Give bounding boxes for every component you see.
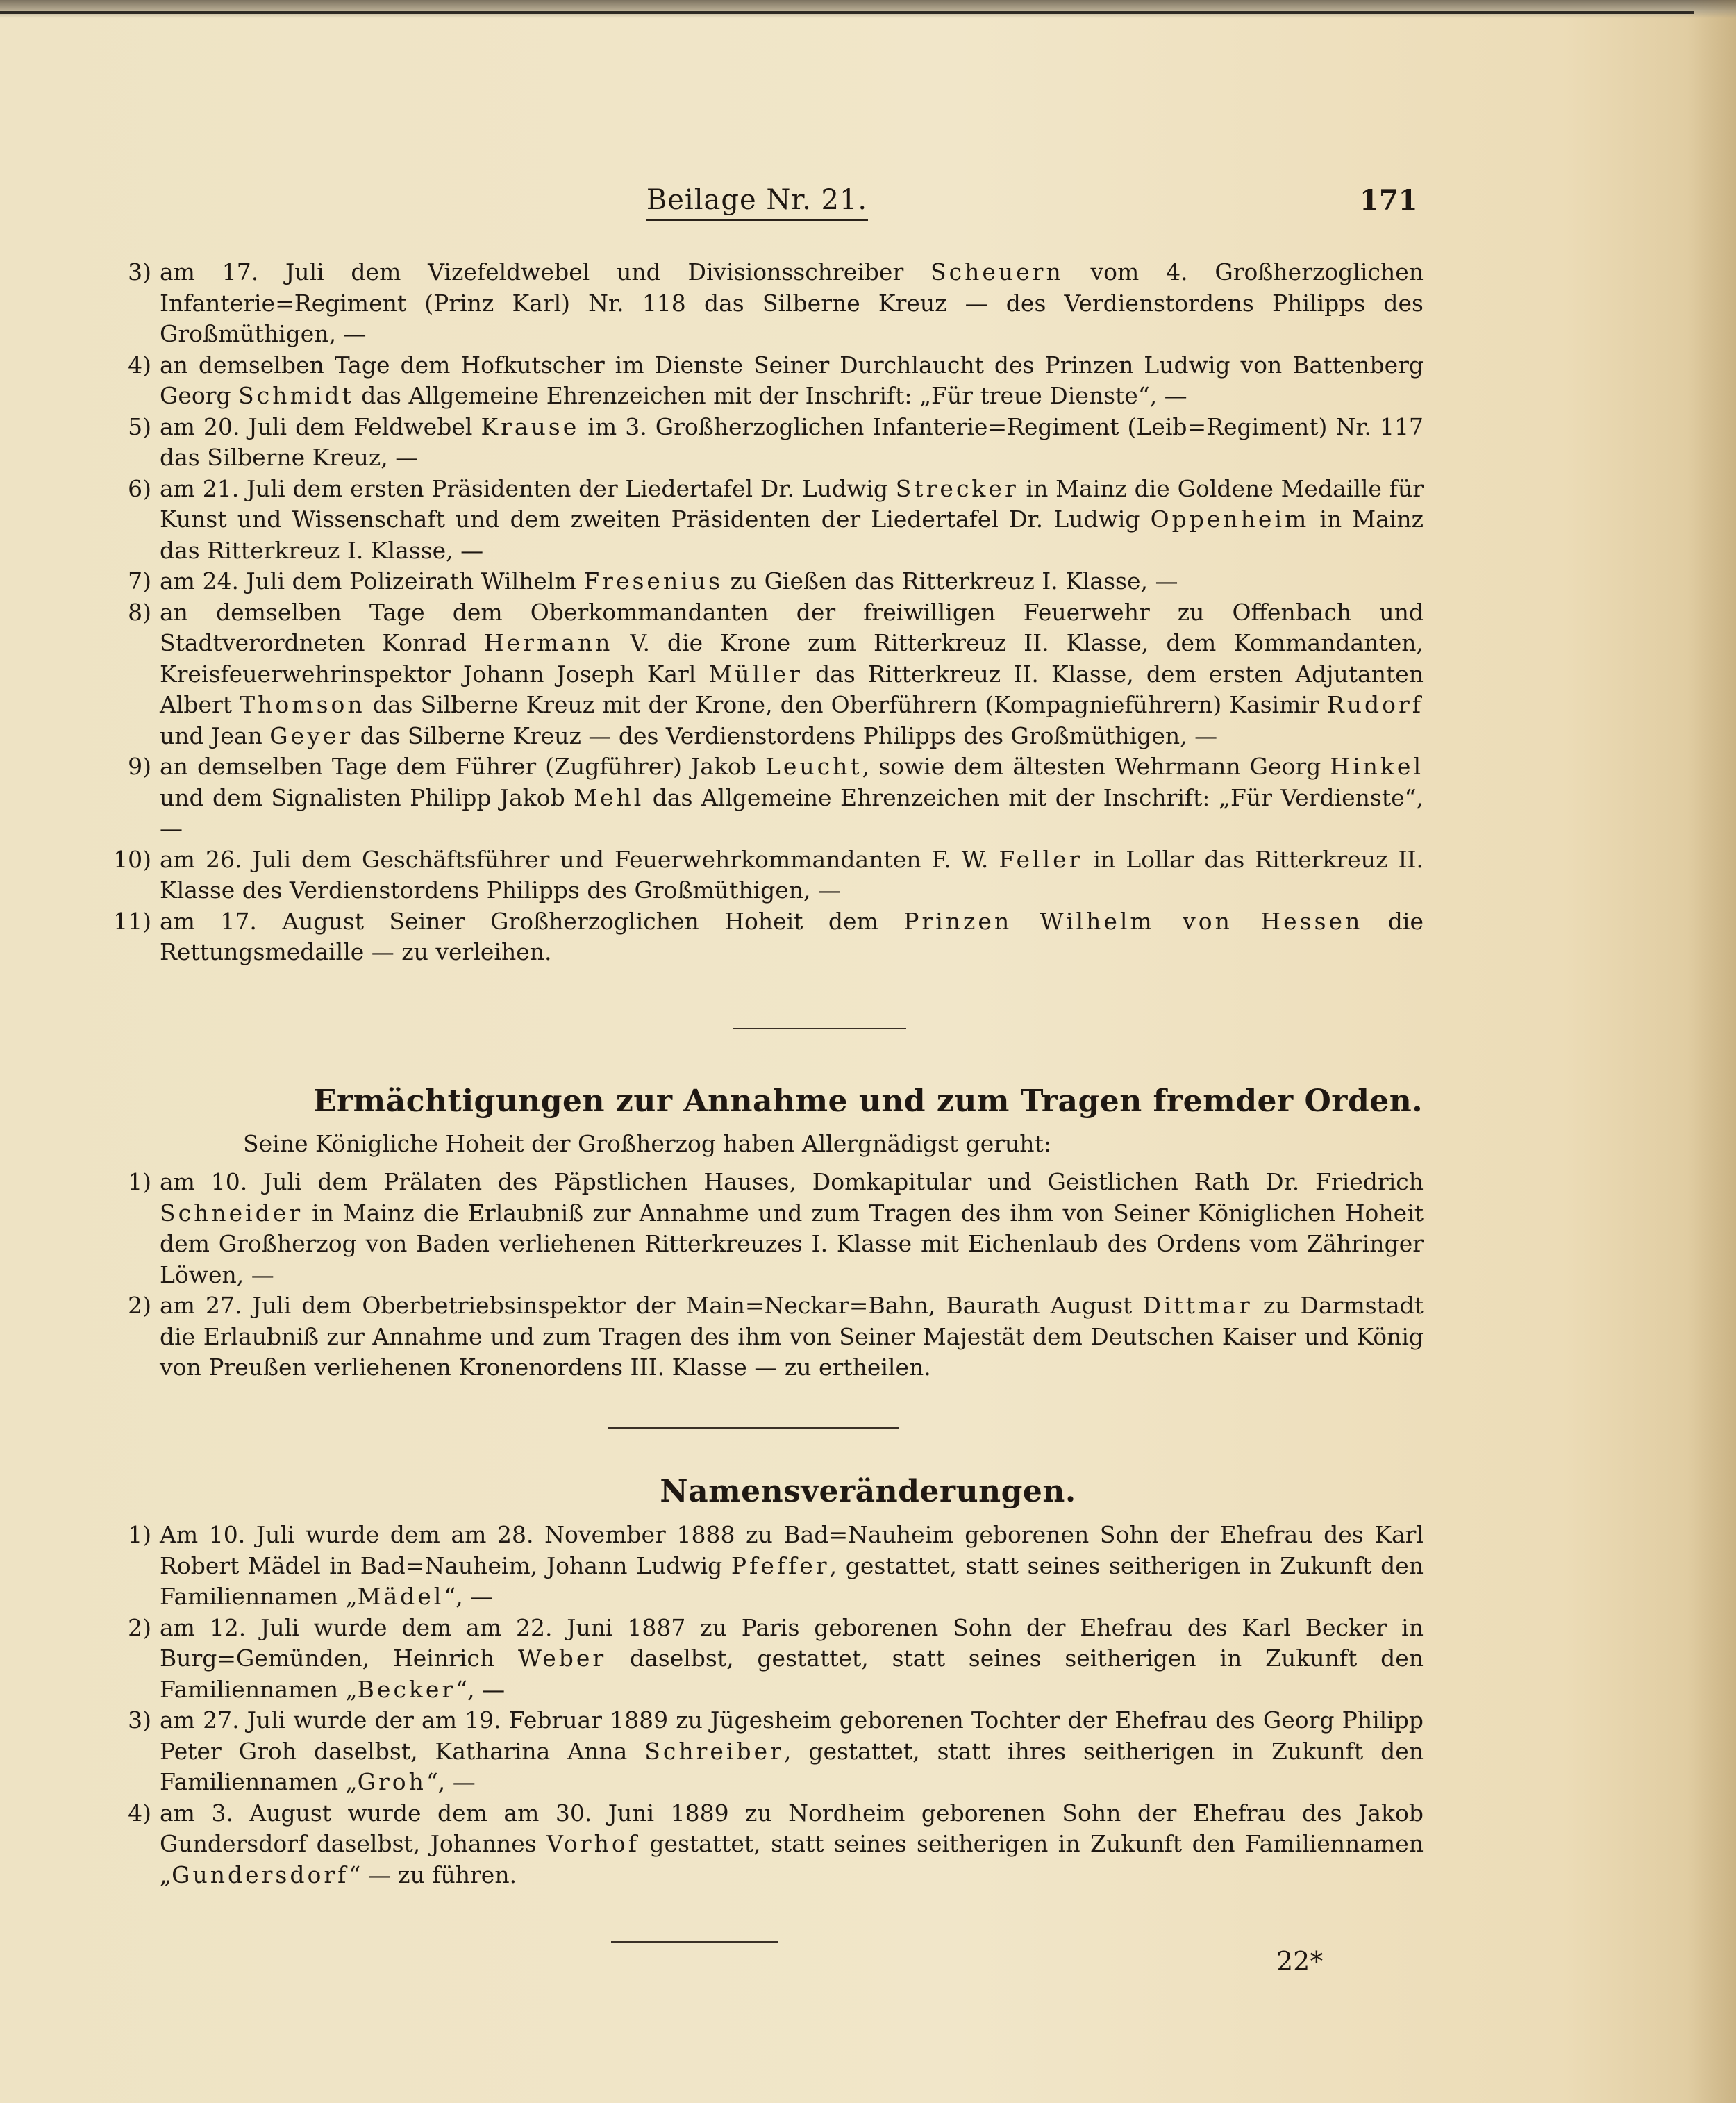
spaced-name: Vorhof xyxy=(546,1830,640,1857)
text-run: am 10. Juli dem Prälaten des Päpstlichen Hauses, Domkapitular und Geistlichen Rath Dr. Friedrich xyxy=(160,1168,1424,1195)
text-run: am 27. Juli wurde der am 19. Februar 1889 zu Jügesheim geborenen Tochter der Ehefrau des Georg Philipp Peter Groh daselbst, Katharina Anna xyxy=(160,1706,1424,1765)
spaced-name: Müller xyxy=(708,660,803,688)
text-run: gestattet, statt seines seitherigen in Zukunft den Familiennamen „ xyxy=(160,1830,1424,1888)
section-title-foreign-orders: Ermächtigungen zur Annahme und zum Tragen fremder Orden. xyxy=(312,1083,1424,1119)
item-text xyxy=(160,1521,1424,1610)
item-number: 4) xyxy=(128,351,151,379)
item-text xyxy=(160,1614,1424,1703)
text-run: V. die Krone zum Ritterkreuz II. Klasse, dem Kommandanten, Kreisfeuerwehrinspektor Johann Joseph Karl xyxy=(160,629,1424,688)
text-run: “, — xyxy=(426,1768,476,1795)
item-text xyxy=(160,475,1424,564)
spaced-name: Thomson xyxy=(240,691,365,718)
list-item xyxy=(104,1798,1424,1891)
awards-list xyxy=(104,257,1424,968)
item-number: 1) xyxy=(128,1521,151,1548)
item-number: 2) xyxy=(128,1292,151,1319)
foreign-orders-list xyxy=(104,1167,1424,1383)
spaced-name: Hinkel xyxy=(1330,753,1424,780)
page-number: 171 xyxy=(1360,184,1418,217)
text-run: das Allgemeine Ehrenzeichen mit der Inschrift: „Für treue Dienste“, — xyxy=(353,382,1187,409)
text-run: das Ritterkreuz II. Klasse, dem ersten Adjutanten Albert xyxy=(160,660,1424,718)
spaced-name: Oppenheim xyxy=(1150,506,1310,533)
item-text xyxy=(160,846,1424,904)
text-run: am 27. Juli dem Oberbetriebsinspektor der Main=Neckar=Bahn, Baurath August xyxy=(160,1292,1143,1319)
text-run: am 21. Juli dem ersten Präsidenten der Liedertafel Dr. Ludwig xyxy=(160,474,896,502)
text-run: im 3. Großherzoglichen Infanterie=Regiment (Leib=Regiment) Nr. 117 das Silberne Kreuz, — xyxy=(160,413,1424,471)
text-run: am 17. Juli dem Vizefeldwebel und Divisionsschreiber xyxy=(160,258,931,285)
name-changes-list xyxy=(104,1520,1424,1890)
top-border-line xyxy=(0,11,1694,14)
spaced-name: Mehl xyxy=(574,783,644,811)
text-run: an demselben Tage dem Oberkommandanten der freiwilligen Feuerwehr zu Offenbach und Stadtverordneten Konrad xyxy=(160,598,1424,656)
item-text xyxy=(160,908,1424,966)
item-text xyxy=(160,258,1424,347)
list-item xyxy=(104,1520,1424,1613)
text-run: am 17. August Seiner Großherzoglichen Hoheit dem xyxy=(160,907,904,935)
text-run: “, — xyxy=(444,1583,494,1610)
spaced-name: Scheuern xyxy=(930,258,1064,285)
item-number: 1) xyxy=(128,1168,151,1195)
item-text xyxy=(160,1168,1424,1288)
item-number: 3) xyxy=(128,258,151,285)
text-run: , sowie dem ältesten Wehrmann Georg xyxy=(862,753,1330,780)
section-title-name-changes: Namensveränderungen. xyxy=(660,1474,1076,1509)
text-run: , gestattet, statt seines seitherigen in Zukunft den Familiennamen „ xyxy=(160,1552,1424,1610)
signature-mark: 22* xyxy=(1276,1946,1324,1977)
spaced-name: Hermann xyxy=(483,629,613,656)
section-intro: Seine Königliche Hoheit der Großherzog haben Allergnädigst geruht: xyxy=(243,1130,1051,1157)
spaced-name: Weber xyxy=(517,1645,607,1672)
list-item xyxy=(104,1290,1424,1383)
list-item xyxy=(104,257,1424,350)
spaced-name: Leucht xyxy=(765,753,862,780)
list-item xyxy=(104,597,1424,752)
spaced-name: Schreiber xyxy=(644,1737,784,1765)
spaced-name: Geyer xyxy=(269,722,353,749)
section-divider xyxy=(611,1941,778,1943)
running-title: Beilage Nr. 21. xyxy=(646,184,868,221)
spaced-name: Schmidt xyxy=(238,382,354,409)
text-run: in Lollar das Ritterkreuz II. Klasse des Verdienstordens Philipps des Großmüthigen, — xyxy=(160,845,1424,904)
item-text xyxy=(160,1706,1424,1795)
spaced-name: Pfeffer xyxy=(731,1552,830,1579)
list-item xyxy=(104,566,1424,597)
item-number: 5) xyxy=(128,413,151,440)
spaced-name: Dittmar xyxy=(1142,1292,1253,1319)
text-run: vom 4. Großherzoglichen Infanterie=Regiment (Prinz Karl) Nr. 118 das Silberne Kreuz — des Verdienstordens Philipps des Großmüthigen, — xyxy=(160,258,1424,347)
text-run: an demselben Tage dem Hofkutscher im Dienste Seiner Durchlaucht des Prinzen Ludwig von Battenberg Georg xyxy=(160,351,1424,409)
list-item xyxy=(104,1613,1424,1706)
text-run: in Mainz die Erlaubniß zur Annahme und zum Tragen des ihm von Seiner Königlichen Hoheit dem Großherzog von Baden verliehenen Ritterkreuzes I. Klasse mit Eichenlaub des Ordens vom Zähringer Löwen, — xyxy=(160,1199,1424,1288)
text-run: am 12. Juli wurde dem am 22. Juni 1887 zu Paris geborenen Sohn der Ehefrau des Karl Becker in Burg=Gemünden, Heinrich xyxy=(160,1613,1424,1672)
spaced-name: Strecker xyxy=(895,474,1019,502)
text-run: , gestattet, statt ihres seitherigen in Zukunft den Familiennamen „ xyxy=(160,1737,1424,1795)
spaced-name: Rudorf xyxy=(1326,691,1424,718)
spaced-name: Gundersdorf xyxy=(172,1861,349,1888)
list-item xyxy=(104,1705,1424,1798)
list-item xyxy=(104,412,1424,474)
text-run: daselbst, gestattet, statt seines seitherigen in Zukunft den Familiennamen „ xyxy=(160,1645,1424,1703)
scan-right-shadow xyxy=(1687,0,1736,2103)
list-item xyxy=(104,751,1424,845)
text-run: am 3. August wurde dem am 30. Juni 1889 zu Nordheim geborenen Sohn der Ehefrau des Jakob Gundersdorf daselbst, Johannes xyxy=(160,1799,1424,1857)
item-text xyxy=(160,753,1424,842)
text-run: “, — xyxy=(456,1675,506,1703)
text-run: am 26. Juli dem Geschäftsführer und Feuerwehrkommandanten F. W. xyxy=(160,845,999,873)
item-text xyxy=(160,413,1424,472)
text-run: “ — zu führen. xyxy=(349,1861,517,1888)
text-run: an demselben Tage dem Führer (Zugführer) Jakob xyxy=(160,753,765,780)
text-run: am 24. Juli dem Polizeirath Wilhelm xyxy=(160,567,584,595)
item-number: 7) xyxy=(128,567,151,595)
text-run: am 20. Juli dem Feldwebel xyxy=(160,413,481,440)
item-number: 8) xyxy=(128,598,151,626)
item-text xyxy=(160,1799,1424,1888)
item-number: 6) xyxy=(128,474,151,502)
item-text xyxy=(160,1292,1424,1381)
item-number: 11) xyxy=(113,907,151,935)
spaced-name: Groh xyxy=(357,1768,426,1795)
page-header xyxy=(0,184,1736,233)
item-text xyxy=(160,567,1178,595)
item-number: 9) xyxy=(128,753,151,780)
item-number: 2) xyxy=(128,1613,151,1641)
list-item xyxy=(104,1167,1424,1290)
text-run: das Silberne Kreuz — des Verdienstordens Philipps des Großmüthigen, — xyxy=(353,722,1218,749)
item-text xyxy=(160,599,1424,749)
list-item xyxy=(104,474,1424,567)
spaced-name: Schneider xyxy=(160,1199,303,1227)
text-run: in Mainz die Goldene Medaille für Kunst und Wissenschaft und dem zweiten Präsidenten der Liedertafel Dr. Ludwig xyxy=(160,474,1424,533)
spaced-name: Fresenius xyxy=(583,567,723,595)
spaced-name: Krause xyxy=(481,413,580,440)
spaced-name: Mädel xyxy=(357,1583,444,1610)
item-number: 4) xyxy=(128,1799,151,1827)
section-divider xyxy=(733,1028,906,1029)
spaced-name: Becker xyxy=(357,1675,456,1703)
text-run: das Allgemeine Ehrenzeichen mit der Inschrift: „Für Verdienste“, — xyxy=(160,783,1424,842)
text-run: zu Gießen das Ritterkreuz I. Klasse, — xyxy=(722,567,1178,595)
scan-top-edge xyxy=(0,0,1736,18)
text-run: das Silberne Kreuz mit der Krone, den Oberführern (Kompagnieführern) Kasimir xyxy=(365,691,1327,718)
spaced-name: Prinzen Wilhelm von Hessen xyxy=(903,907,1363,935)
text-run: die Rettungsmedaille — zu verleihen. xyxy=(160,907,1424,965)
list-item xyxy=(104,906,1424,968)
item-number: 3) xyxy=(128,1706,151,1734)
spaced-name: Feller xyxy=(999,845,1083,873)
list-item xyxy=(104,350,1424,412)
text-run: zu Darmstadt die Erlaubniß zur Annahme und zum Tragen des ihm von Seiner Majestät dem Deutschen Kaiser und König von Preußen verliehenen Kronenordens III. Klasse — zu ertheilen. xyxy=(160,1292,1424,1381)
item-text xyxy=(160,351,1424,410)
text-run: und Jean xyxy=(160,722,270,749)
list-item xyxy=(104,845,1424,906)
section-divider xyxy=(608,1427,899,1429)
item-number: 10) xyxy=(113,845,151,873)
text-run: in Mainz das Ritterkreuz I. Klasse, — xyxy=(160,506,1424,564)
text-run: und dem Signalisten Philipp Jakob xyxy=(160,783,574,811)
text-run: Am 10. Juli wurde dem am 28. November 1888 zu Bad=Nauheim geborenen Sohn der Ehefrau des Karl Robert Mädel in Bad=Nauheim, Johann Ludwig xyxy=(160,1521,1424,1579)
